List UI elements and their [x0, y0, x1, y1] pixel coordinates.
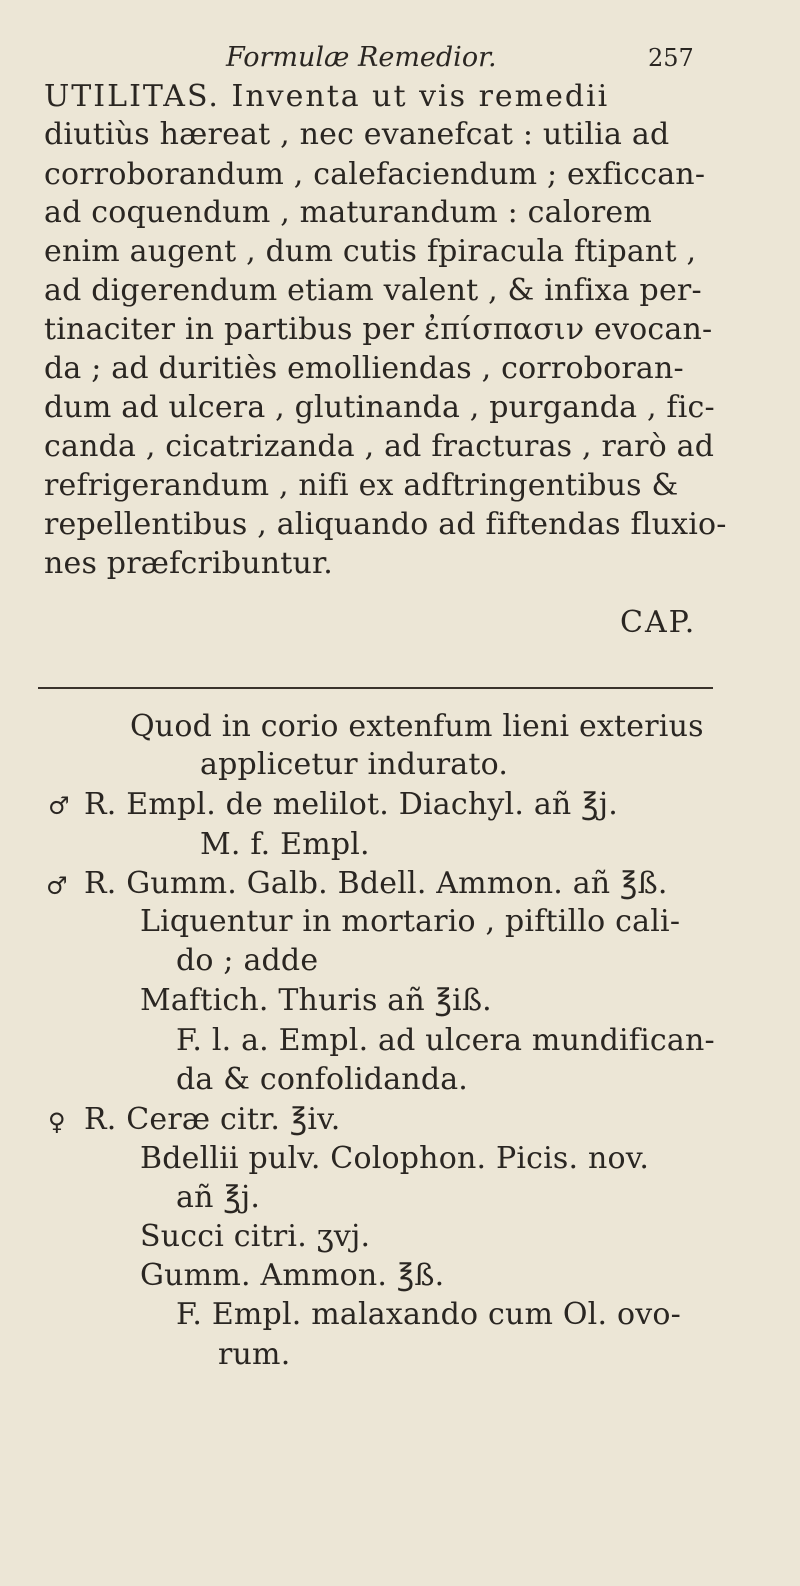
page-number: 257	[648, 44, 694, 72]
recipe-line: añ ℥j.	[176, 1180, 261, 1215]
recipe-line: Quod in corio extenfum lieni exterius	[130, 709, 704, 744]
recipe-line: Gumm. Ammon. ℥ß.	[140, 1258, 445, 1293]
paragraph-line: tinaciter in partibus per ἐπίσπασιν evocan-	[44, 312, 713, 347]
recipe-line: Liquentur in mortario , piftillo cali-	[140, 904, 681, 939]
recipe-line: Bdellii pulv. Colophon. Picis. nov.	[140, 1141, 650, 1176]
recipe-line: da & confolidanda.	[176, 1062, 469, 1097]
paragraph-line: enim augent , dum cutis fpiracula ftipant ,	[44, 234, 697, 269]
recipe-line: R. Gumm. Galb. Bdell. Ammon. añ ℥ß.	[84, 866, 668, 901]
paragraph-line: da ; ad duritiès emolliendas , corroboran-	[44, 351, 684, 386]
paragraph-line: ad digerendum etiam valent , & infixa per-	[44, 273, 702, 308]
paragraph-line: dum ad ulcera , glutinanda , purganda , fic-	[44, 390, 715, 425]
paragraph-line: UTILITAS. Inventa ut vis remedii	[44, 79, 610, 114]
recipe-line: rum.	[218, 1337, 291, 1372]
recipe-line: R. Ceræ citr. ℥iv.	[84, 1102, 341, 1137]
mars-symbol-icon: ♂	[48, 792, 70, 820]
mars-symbol-icon: ♂	[46, 872, 68, 900]
recipe-line: applicetur indurato.	[200, 747, 509, 782]
catchword: CAP.	[620, 605, 697, 640]
paragraph-line: repellentibus , aliquando ad fiftendas fluxio-	[44, 507, 727, 542]
paragraph-line: canda , cicatrizanda , ad fracturas , rarò ad	[44, 429, 715, 464]
paragraph-line: diutiùs hæreat , nec evanefcat : utilia ad	[44, 117, 670, 152]
paragraph-line: corroborandum , calefaciendum ; exficcan-	[44, 157, 706, 192]
recipe-line: M. f. Empl.	[200, 827, 370, 862]
horizontal-rule	[38, 687, 713, 689]
recipe-line: do ; adde	[176, 943, 319, 978]
recipe-line: R. Empl. de melilot. Diachyl. añ ℥j.	[84, 787, 618, 822]
running-title: Formulæ Remedior.	[226, 42, 497, 73]
recipe-line: Succi citri. ʒvj.	[140, 1219, 371, 1254]
recipe-line: F. l. a. Empl. ad ulcera mundifican-	[176, 1023, 715, 1058]
paragraph-line: refrigerandum , nifi ex adftringentibus &	[44, 468, 679, 503]
recipe-line: Maftich. Thuris añ ℥iß.	[140, 983, 492, 1018]
recipe-line: F. Empl. malaxando cum Ol. ovo-	[176, 1297, 681, 1332]
paragraph-line: nes præfcribuntur.	[44, 546, 333, 581]
paragraph-line: ad coquendum , maturandum : calorem	[44, 195, 652, 230]
venus-symbol-icon: ♀	[48, 1108, 66, 1136]
